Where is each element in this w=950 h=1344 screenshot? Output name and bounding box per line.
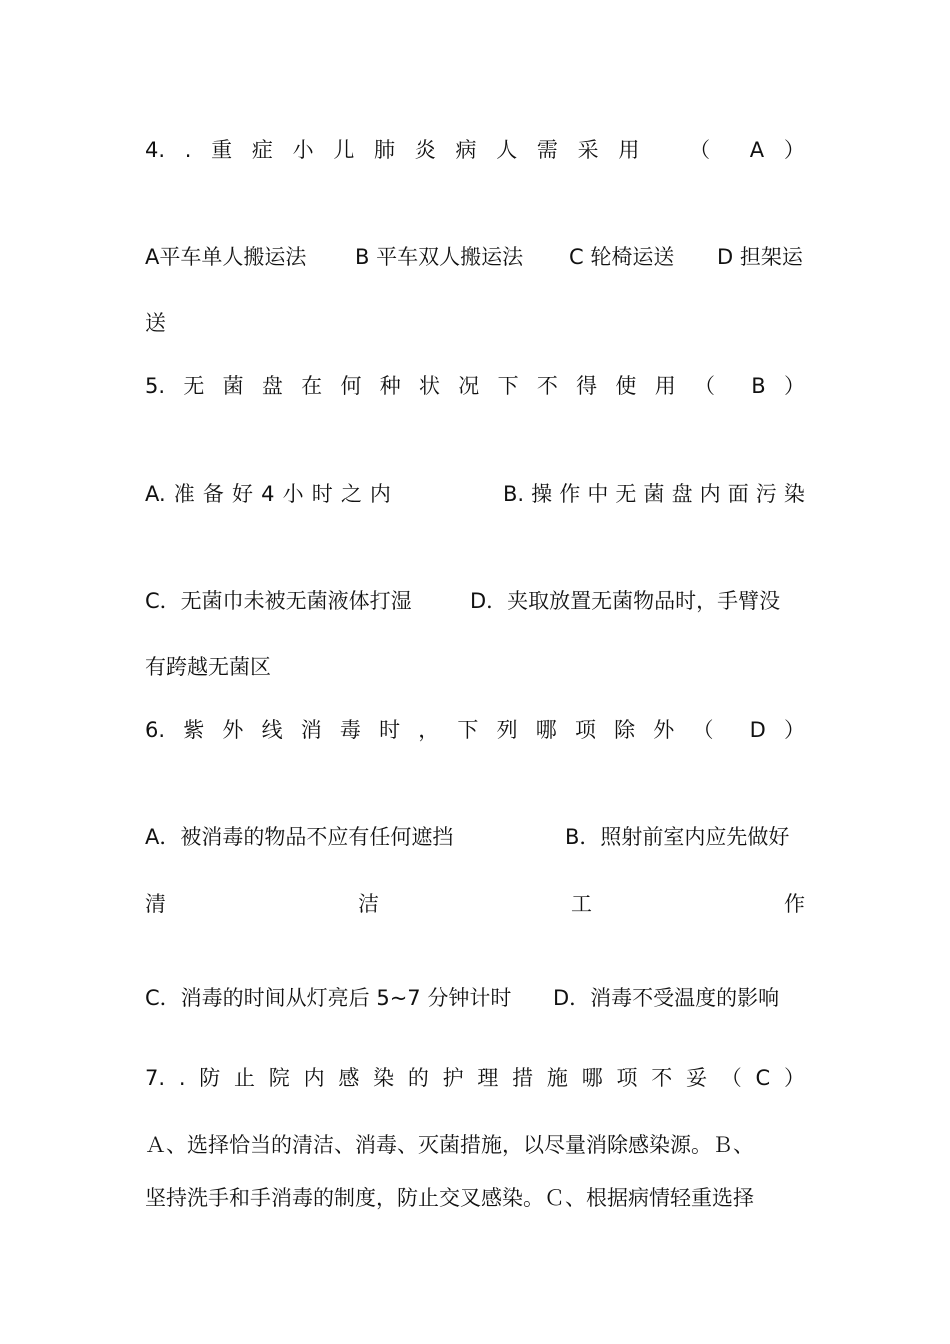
option-c: C．无菌巾未被无菌液体打湿	[145, 589, 412, 613]
question-4-options-tail: 送	[145, 311, 166, 335]
question-7-options-line-2: 坚持洗手和手消毒的制度，防止交叉感染。Ｃ、根据病情轻重选择	[145, 1186, 754, 1210]
question-4-options	[145, 242, 805, 272]
option-d: D 担架运	[717, 245, 803, 269]
question-5-options-ab	[145, 479, 805, 509]
question-6-stem: 6. 紫 外 线 消 毒 时 ， 下 列 哪 项 除 外 （ D ）	[145, 718, 805, 742]
question-6-options-b-tail: 清 洁 工 作	[145, 892, 805, 916]
question-5-stem: 5. 无 菌 盘 在 何 种 状 况 下 不 得 使 用 （ B ）	[145, 374, 805, 398]
option-d: D．夹取放置无菌物品时，手臂没	[470, 589, 781, 613]
question-5-options-cd	[145, 586, 805, 616]
question-7-stem: 7. . 防 止 院 内 感 染 的 护 理 措 施 哪 项 不 妥 （ C ）	[145, 1066, 805, 1090]
question-7-options-line-1: Ａ、选择恰当的清洁、消毒、灭菌措施，以尽量消除感染源。Ｂ、	[145, 1133, 754, 1157]
option-b: B．照射前室内应先做好	[565, 825, 790, 849]
option-b: B. 操 作 中 无 菌 盘 内 面 污 染	[503, 482, 805, 506]
option-a: A. 准 备 好 4 小 时 之 内	[145, 482, 391, 506]
question-4-stem: 4. . 重 症 小 儿 肺 炎 病 人 需 采 用 （ A ）	[145, 138, 805, 162]
option-d: D．消毒不受温度的影响	[553, 986, 780, 1010]
question-6-options-ab	[145, 822, 805, 852]
option-a: A．被消毒的物品不应有任何遮挡	[145, 825, 454, 849]
option-c: C 轮椅运送	[569, 245, 675, 269]
option-b: B 平车双人搬运法	[355, 245, 524, 269]
option-c: C．消毒的时间从灯亮后 5~7 分钟计时	[145, 986, 512, 1010]
option-a: A平车单人搬运法	[145, 245, 307, 269]
question-5-options-tail: 有跨越无菌区	[145, 655, 271, 679]
question-6-options-cd	[145, 983, 805, 1013]
